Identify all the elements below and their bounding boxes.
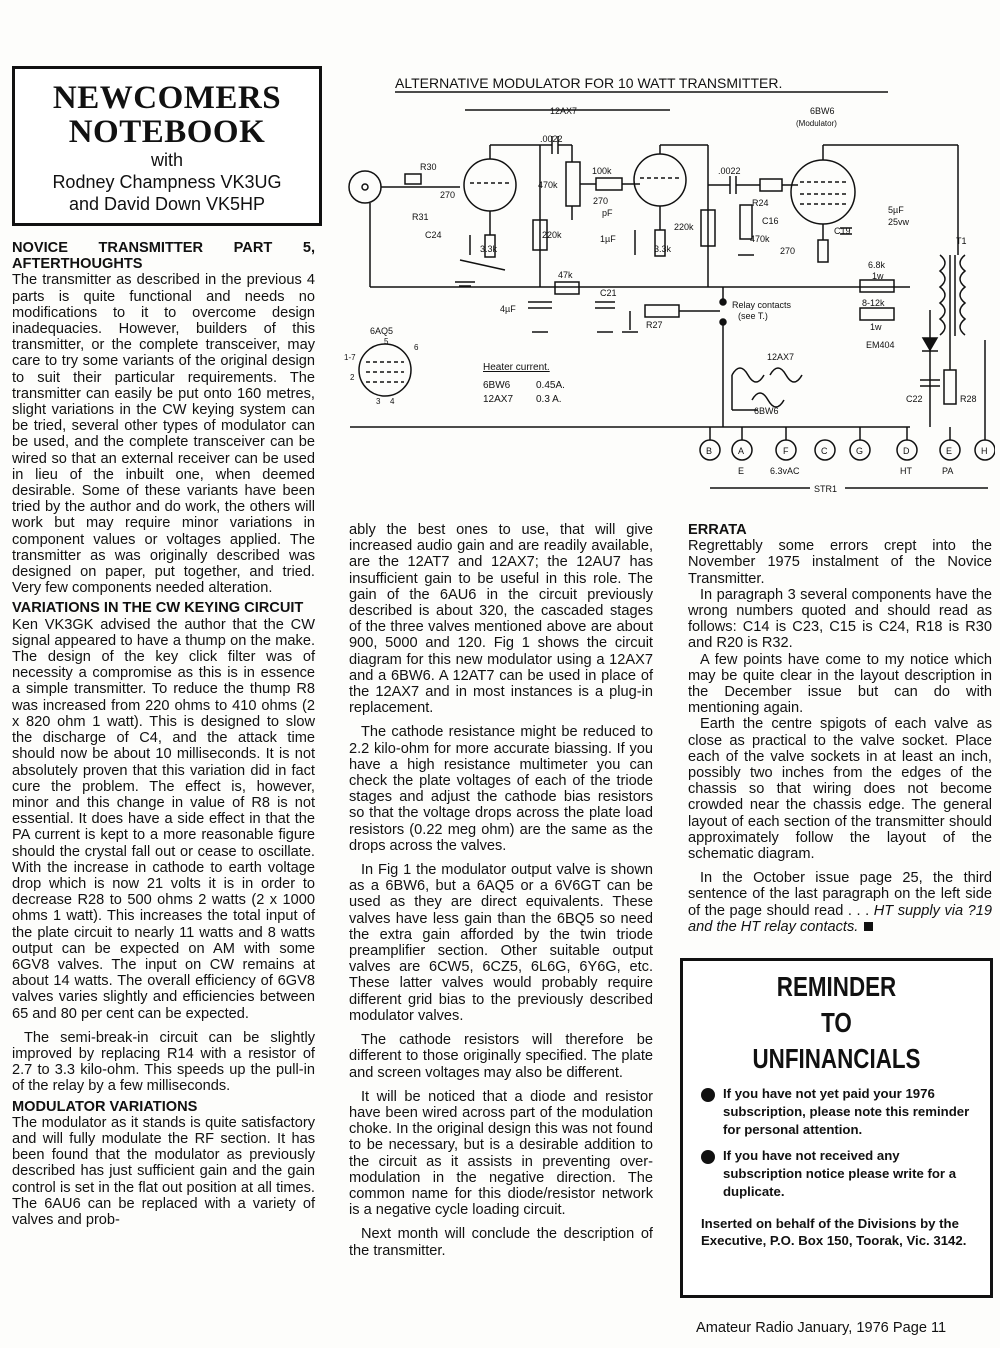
terminal-a: A [738,446,745,456]
paragraph: Regrettably some errors crept into the November 1975 instalment of the Novice Transmitter. [688,538,992,587]
schematic-pin-2: 2 [350,373,355,382]
schematic-label-c16: C16 [762,216,779,226]
schematic-label-relay-see: (see T.) [738,311,768,321]
schematic-heater-2: 12AX7 [483,394,514,405]
schematic-label-r28: R28 [960,394,977,404]
terminal-e: E [946,446,953,456]
reminder-title-line1: REMINDER [776,971,897,1002]
schematic-heater-2-value: 0.3 A. [536,394,562,405]
schematic-label-r33ka: 3.3k [480,244,498,254]
schematic-label-r270c: 270 [780,246,796,256]
reminder-bullet-text: If you have not yet paid your 1976 subscription, please note this reminder for personal attention. [723,1086,970,1137]
header-author2: and David Down VK5HP [68,194,266,214]
schematic-pin-3: 3 [376,397,381,406]
schematic-label-r470kb: 470k [750,234,770,244]
paragraph: Next month will conclude the description of the transmitter. [349,1226,653,1259]
heading-modulator-variations: MODULATOR VARIATIONS [12,1098,198,1115]
schematic-label-c4uf: 4µF [500,304,516,314]
schematic-label-em404: EM404 [866,340,895,350]
schematic-heater-1: 6BW6 [483,380,511,391]
reminder-title-line3: UNFINANCIALS [752,1043,921,1074]
paragraph: The semi-break-in circuit can be slightly improved by replacing R14 with a resistor of 2.7 to 3.3 kilo-ohm. This speeds up the pull-in of the relay by a few milliseconds. [12,1029,315,1095]
paragraph: Ken VK3GK advised the author that the CW signal appeared to have a thump on the make. The design of the key click filter was of necessity a compromise as this is in essence a simple transmitter. To reduce the thump R8 was increased from 220 ohms to 410 ohms (2 x 820 ohm 1 watt). This is designed to slow the discharge of C4, and the attack time should now be about 10 milliseconds. It is not absolutely proven that this variation did in fact cure the problem. The effect is, however, minor and this change in value of R8 is not essential. It does have a side effect in that the PA current is kept to a more reasonable figure should the crystal fall out or cease to oscillate. With the increase in cathode to earth voltage drop which is now 21 volts it is in order to decrease R28 to 500 ohms 2 watts (2 x 1000 ohms 1 watt). This increases the total input of the plate circuit to nearly 11 watts and 8 watts output can be expected on AM with some 6GV8 valves. The input on CW remains at about 14 watts. The overall efficiency of 6GV8 valves varies slightly and efficiencies between 65 and 80 per cent can be expected. [12,616,315,1022]
schematic-label-r470ka: 470k [538,180,558,190]
schematic-label-r31: R31 [412,212,429,222]
schematic-label-c19: C19 [834,226,851,236]
schematic-label-modulator: (Modulator) [796,119,837,128]
reminder-box [680,958,993,1298]
terminal-b: B [706,446,713,456]
reminder-bullet [701,1085,972,1139]
schematic-pin-17: 1-7 [344,353,356,362]
schematic-heater-1-value: 0.45A. [536,380,565,391]
paragraph: The cathode resistance might be reduced to 2.2 kilo-ohm for more accurate biassing. If you have a high resistance multimeter you can check the plate voltages of each of the triode stages and adjust the cathode bias resistors so that the voltage drops across the plate load resistors (0.22 meg ohm) are the same as the drops across the valves. [349,724,653,854]
schematic-label-r68k: 6.8k [868,260,886,270]
reminder-bullet-text: If you have not received any subscription notice please write for a duplicate. [723,1148,957,1199]
schematic-label-6aq5: 6AQ5 [370,326,394,336]
modulator-schematic [340,70,995,510]
heading-novice-transmitter: NOVICE TRANSMITTER PART 5, AFTERTHOUGHTS [12,240,315,273]
schematic-label-c0022a: .0022 [540,134,563,144]
schematic-heater-12ax7: 12AX7 [767,352,795,362]
schematic-heater-6bw6: 6BW6 [754,406,779,416]
paragraph: The transmitter as described in the previous 4 parts is quite functional and needs no modifications to it to overcome design inadequacies. However, builders of this transmitter, or the complete transceiver, may care to try some variants of the original design to suit their particular requirements. The transmitter can easily be put onto 160 metres, slight variations in the CW keying system can be tried, several other types of modulator can be used, and the complete transceiver can be wired so that an external receiver can be used in lieu of the inbuilt one, when deemed desirable. Some of these variants have been tried by the author and do work, the others will work but may require minor variations in component values or voltages applied. The transmitter as was originally described was designed on paper, put together, and tried. Very few components needed alteration. [12,272,315,597]
heading-errata: ERRATA [688,522,747,538]
terminal-label-63vac: 6.3vAC [770,466,800,476]
reminder-footer: Inserted on behalf of the Divisions by the Executive, P.O. Box 150, Toorak, Vic. 3142. [701,1216,967,1248]
schematic-label-r812k: 8-12k [862,298,885,308]
schematic-label-str1: STR1 [814,484,838,494]
paragraph: A few points have come to my notice which may be quite clear in the layout description in the December issue but can do with mentioning again. [688,651,992,717]
schematic-label-relay: Relay contacts [732,300,792,310]
schematic-label-c21: C21 [600,288,617,298]
page-footer: Amateur Radio January, 1976 Page 11 [696,1320,947,1336]
schematic-heater-title: Heater current. [483,362,550,373]
schematic-label-r100k: 100k [592,166,612,176]
schematic-title: ALTERNATIVE MODULATOR FOR 10 WATT TRANSMITTER. [395,75,783,91]
schematic-label-c1uf: 1µF [600,234,616,244]
paragraph: In paragraph 3 several components have the wrong numbers quoted and should read as follows: C14 is C23, C15 is C24, R18 is R30 and R20 is R32. [688,586,992,652]
schematic-pin-6: 6 [414,343,419,352]
header-title-line1: NEWCOMERS [52,80,282,116]
paragraph [688,870,992,935]
schematic-label-r30: R30 [420,162,437,172]
end-mark-icon [864,922,873,931]
schematic-label-r220ka: 220k [542,230,562,240]
schematic-label-12ax7: 12AX7 [550,106,578,116]
paragraph: Earth the centre spigots of each valve as close as practical to the valve socket. Place each of the valve sockets in at least an inch, possibly two inches from the edges of the chassis so that wiring does not become crowded near the chassis edge. The general layout of each section of the transmitter should approximately follow the layout of the schematic diagram. [688,716,992,863]
column-3 [688,522,992,935]
terminal-h: H [981,446,988,456]
paragraph-text: In the October issue page 25, the third sentence of the last paragraph on the left side of the page should read . . . [688,870,992,919]
terminal-label-ht: HT [900,466,912,476]
header-with: with [150,150,183,170]
header-author1: Rodney Champness VK3UG [52,172,282,192]
schematic-pin-5: 5 [384,337,389,346]
schematic-label-r24: R24 [752,198,769,208]
schematic-label-c22: C22 [906,394,923,404]
schematic-label-r27: R27 [646,320,663,330]
schematic-pin-4: 4 [390,397,395,406]
schematic-label-c5uf: 5µF [888,205,904,215]
bullet-icon [701,1088,715,1102]
schematic-label-pf: pF [602,208,613,218]
terminal-d: D [903,446,910,456]
schematic-label-r47k: 47k [558,270,573,280]
terminal-f: F [783,446,789,456]
schematic-label-r270a: 270 [440,190,456,200]
schematic-label-r33kb: 3.3k [654,244,672,254]
newcomers-notebook-header [12,66,322,226]
paragraph: It will be noticed that a diode and resistor have been wired across part of the modulation choke. In the original design this was not found to be necessary, but is a desirable addition to the circuit as it assists in preventing over-modulation in the negative direction. The common name for this diode/resistor network is a negative cycle loading circuit. [349,1088,653,1219]
schematic-label-v25: 25vw [888,217,910,227]
header-title-line2: NOTEBOOK [68,114,266,150]
italic-quote: HT supply via ?19 and the HT relay contacts. [688,902,992,935]
reminder-bullet [701,1147,972,1201]
schematic-diagram [340,70,995,510]
schematic-label-6bw6: 6BW6 [810,106,835,116]
terminal-g: G [856,446,864,456]
paragraph: The cathode resistors will therefore be different to those originally specified. The plate and screen voltages may also be different. [349,1032,653,1081]
schematic-label-c0022b: .0022 [718,166,741,176]
schematic-label-w1a: 1w [872,271,884,281]
paragraph: In Fig 1 the modulator output valve is shown as a 6BW6, but a 6AQ5 or a 6V6GT can be used as they are direct equivalents. These valves have less gain than the 6BQ5 so need the extra gain afforded by the twin triode preamplifier section. Other suitable output valves are 6CW5, 6CZ5, 6L6G, 6Y6G, etc. These latter valves would probably require different grid bias to the previously described modulator valves. [349,862,653,1024]
heading-cw-keying: VARIATIONS IN THE CW KEYING CIRCUIT [12,600,304,617]
schematic-label-r220kb: 220k [674,222,694,232]
schematic-label-r270b: 270 [593,196,609,206]
terminal-label-e: E [738,466,745,476]
schematic-label-c24: C24 [425,230,442,240]
paragraph: ably the best ones to use, that will give increased audio gain and are readily available, are the 12AT7 and 12AX7; the 12AU7 has insufficient gain to be useful in this role. The gain of the 6AU6 in the circuit previously described is about 320, the cascaded stages of the three valves mentioned above are about 900, 5000 and 120. Fig 1 shows the circuit diagram for this new modulator using a 12AX7 and a 6BW6. A 12AT7 can be used in place of the 12AX7 and in most instances is a plug-in replacement. [349,522,653,717]
paragraph: The modulator as it stands is quite satisfactory and will fully modulate the RF section. It has been found that the modulator as previously described has just sufficient gain and the gain control is set in the flat out position at all times. The 6AU6 can be replaced with a variety of valves and prob- [12,1114,315,1228]
schematic-label-w1b: 1w [870,322,882,332]
bullet-icon [701,1150,715,1164]
column-1 [12,236,315,1228]
column-2 [349,522,653,1259]
terminal-c: C [821,446,828,456]
terminal-label-pa: PA [942,466,954,476]
schematic-label-t1: T1 [956,236,967,246]
reminder-title-line2: TO [821,1007,852,1038]
